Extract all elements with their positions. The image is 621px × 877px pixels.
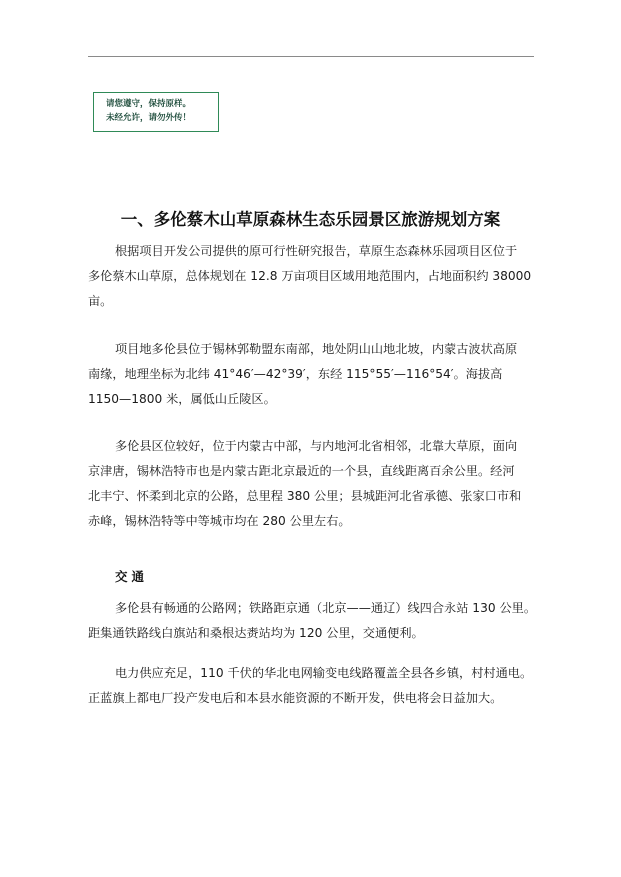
paragraph-transport: [88, 596, 538, 646]
paragraph-line: 京津唐，锡林浩特市也是内蒙古距北京最近的一个县，直线距离百余公里。经河: [88, 464, 515, 478]
paragraph-line: 正蓝旗上都电厂投产发电后和本县水能资源的不断开发，供电将会日益加大。: [88, 691, 503, 705]
header-rule: [88, 56, 534, 57]
paragraph-location: [88, 337, 538, 412]
paragraph-line: 项目地多伦县位于锡林郭勒盟东南部，地处阴山山地北坡，内蒙古波状高原: [115, 342, 518, 356]
notice-line-2: 未经允许，请勿外传！: [106, 113, 192, 123]
paragraph-power-supply: [88, 661, 538, 711]
paragraph-line: 赤峰，锡林浩特等中等城市均在 280 公里左右。: [88, 514, 351, 528]
paragraph-line: 1150—1800 米，属低山丘陵区。: [88, 392, 276, 406]
document-title: 一、多伦蔡木山草原森林生态乐园景区旅游规划方案: [120, 210, 501, 229]
section-heading-transport: 交通: [115, 569, 149, 584]
notice-line-1: 请您遵守，保持原样。: [106, 99, 192, 109]
paragraph-line: 电力供应充足，110 千伏的华北电网输变电线路覆盖全县各乡镇，村村通电。: [115, 666, 533, 680]
paragraph-project-overview: [88, 239, 538, 314]
paragraph-line: 多伦县区位较好，位于内蒙古中部，与内地河北省相邻，北靠大草原，面向: [115, 439, 518, 453]
paragraph-line: 南缘，地理坐标为北纬 41°46′—42°39′，东经 115°55′—116°54′。海拔高: [88, 367, 503, 381]
paragraph-line: 北丰宁、怀柔到北京的公路，总里程 380 公里；县城距河北省承德、张家口市和: [88, 489, 522, 503]
paragraph-line: 距集通铁路线白旗站和桑根达赉站均为 120 公里，交通便利。: [88, 626, 424, 640]
paragraph-line: 多伦县有畅通的公路网；铁路距京通（北京——通辽）线四合永站 130 公里。: [115, 601, 537, 615]
paragraph-region-advantage: [88, 434, 538, 534]
notice-box: [93, 92, 219, 132]
paragraph-line: 根据项目开发公司提供的原可行性研究报告，草原生态森林乐园项目区位于: [115, 244, 518, 258]
paragraph-line: 多伦蔡木山草原，总体规划在 12.8 万亩项目区域用地范围内，占地面积约 38000: [88, 269, 532, 283]
paragraph-line: 亩。: [88, 294, 113, 308]
